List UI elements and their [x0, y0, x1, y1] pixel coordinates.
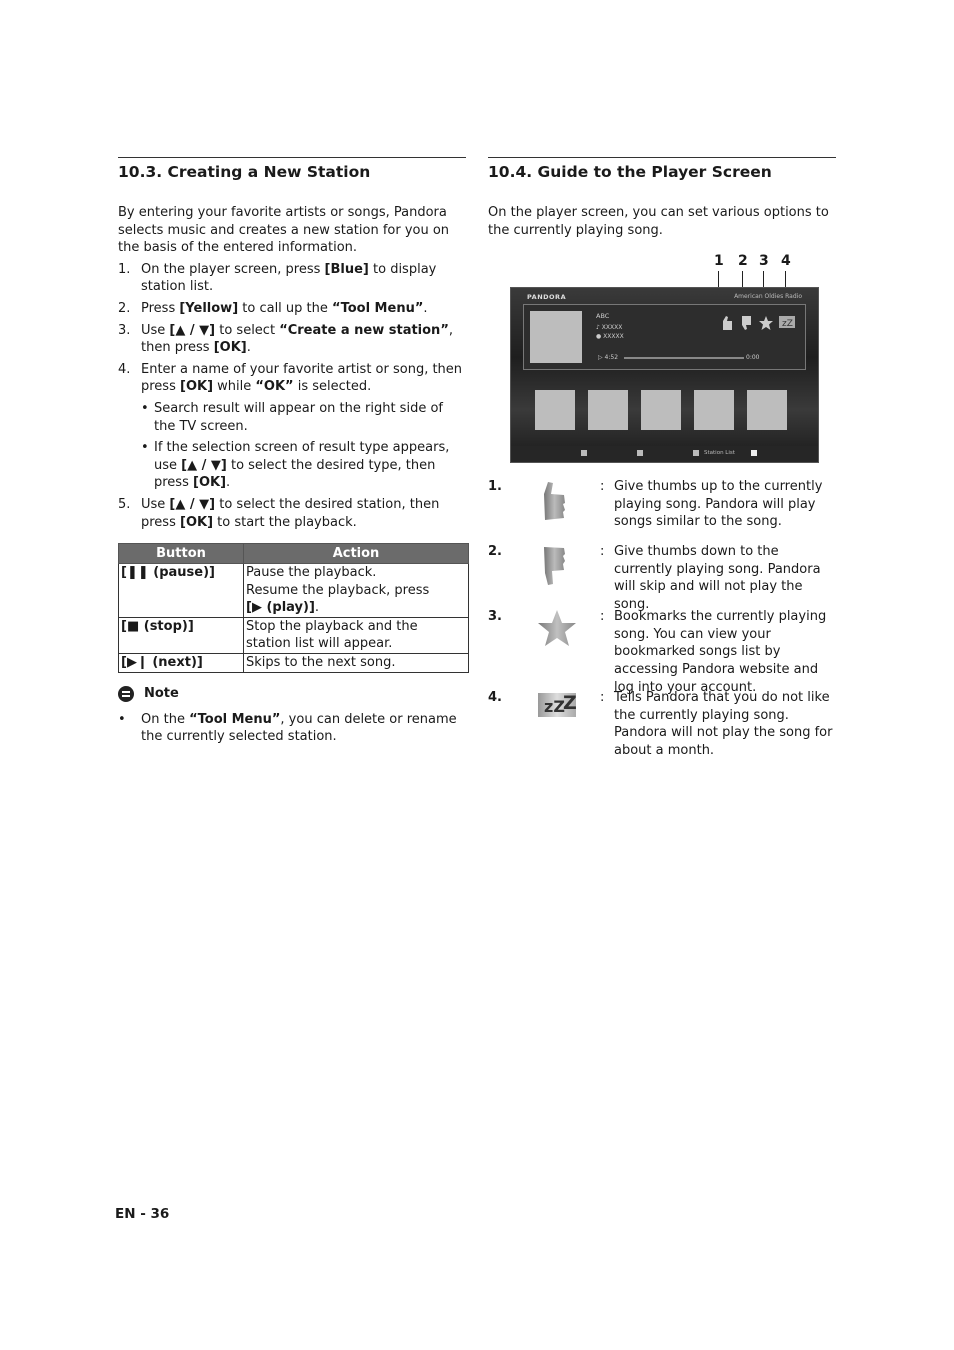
note-list	[118, 711, 466, 746]
section-intro: On the player screen, you can set various options to the currently playing song.	[488, 205, 829, 238]
album-art	[530, 311, 582, 363]
station-thumbnail[interactable]	[535, 390, 575, 430]
table-cell-button: [❚❚ (pause)]	[119, 564, 244, 618]
color-key-icon	[751, 450, 757, 456]
step-1: 1. On the player screen, press [Blue] to display station list.	[118, 261, 437, 295]
table-cell-button: [■ (stop)]	[119, 617, 244, 653]
step-4: 4. Enter a name of your favorite artist or song, then press [OK] while “OK” is selected. • Search result will appear on the right side of the TV screen. • If the selection screen of result type appears, use [▲ / ▼] to select the desired type, then press [OK].	[118, 361, 466, 492]
station-thumbnail[interactable]	[588, 390, 628, 430]
table-cell-action: Skips to the next song.	[244, 654, 469, 673]
station-thumbnail[interactable]	[747, 390, 787, 430]
step-4-sub-bullets	[141, 400, 466, 492]
table-header-row	[119, 544, 469, 564]
player-screen	[510, 287, 819, 463]
icon-descriptions	[488, 478, 836, 758]
note-heading: Note	[118, 685, 466, 703]
thumbs-up-icon	[536, 478, 572, 524]
player-screen-figure	[488, 253, 836, 468]
bookmark-star-icon[interactable]	[758, 315, 774, 331]
thumbs-down-icon	[536, 543, 572, 589]
button-action-table	[118, 543, 469, 673]
progress-bar	[624, 357, 744, 359]
list-item: 2. : Give thumbs down to the currently playing song. Pandora will skip and will not play the song.	[488, 544, 821, 612]
table-header: Button	[119, 544, 244, 564]
page-number: EN - 36	[115, 1206, 170, 1222]
artist-name: ♪ XXXXX	[596, 324, 623, 332]
section-rule	[488, 157, 836, 158]
section-heading: 10.4. Guide to the Player Screen	[488, 163, 772, 181]
section-player-screen-guide	[488, 157, 836, 758]
section-creating-new-station	[118, 157, 466, 746]
table-row	[119, 564, 469, 618]
station-thumbnails	[535, 390, 787, 430]
station-thumbnail[interactable]	[641, 390, 681, 430]
list-item: 1. : Give thumbs up to the currently playing song. Pandora will play songs similar to the song.	[488, 479, 823, 530]
station-name: American Oldies Radio	[734, 293, 802, 301]
sub-bullet: • If the selection screen of result type appears, use [▲ / ▼] to select the desired type, then press [OK].	[141, 439, 466, 492]
station-thumbnail[interactable]	[694, 390, 734, 430]
list-item: 3. : Bookmarks the currently playing song. You can view your bookmarked songs list by accessing Pandora website and log into your account.	[488, 609, 827, 695]
sub-bullet: • Search result will appear on the right side of the TV screen.	[141, 400, 466, 435]
now-playing-panel	[523, 304, 806, 370]
table-cell-action: Stop the playback and the station list will appear.	[244, 617, 469, 653]
sleep-zzz-icon	[536, 689, 578, 719]
svg-text:zZ: zZ	[782, 319, 793, 330]
color-key-icon	[693, 450, 699, 456]
table-header: Action	[244, 544, 469, 564]
section-heading: 10.3. Creating a New Station	[118, 163, 371, 181]
section-rule	[118, 157, 466, 158]
list-item: 4. zZ Z : Tells Pandora that you do not like the currently playing song. Pandora will not play the song for about a month.	[488, 690, 833, 758]
steps-list	[118, 261, 466, 531]
album-name: ● XXXXX	[596, 333, 624, 341]
table-cell-button: [▶❙ (next)]	[119, 654, 244, 673]
note-item: • On the “Tool Menu”, you can delete or rename the currently selected station.	[118, 711, 466, 746]
table-row	[119, 654, 469, 673]
time-total: 0:00	[746, 354, 760, 362]
table-cell-action: Pause the playback. Resume the playback, press [▶ (play)].	[244, 564, 469, 618]
sleep-zzz-icon[interactable]	[779, 315, 795, 329]
note-icon	[118, 686, 134, 702]
pandora-logo: PANDORA	[527, 293, 567, 302]
section-intro: By entering your favorite artists or songs, Pandora selects music and creates a new station for you on the basis of the entered information.	[118, 205, 450, 256]
callout-number: 1	[714, 253, 724, 270]
step-5: 5. Use [▲ / ▼] to select the desired station, then press [OK] to start the playback.	[118, 496, 440, 530]
callout-number: 3	[759, 253, 769, 270]
song-title: ABC	[596, 312, 610, 321]
svg-text:Z: Z	[563, 692, 577, 715]
thumbs-down-icon[interactable]	[739, 315, 753, 331]
step-2: 2. Press [Yellow] to call up the “Tool Menu”.	[118, 300, 428, 316]
time-elapsed: ▷ 4:52	[598, 354, 619, 362]
svg-text:zZ: zZ	[544, 697, 565, 717]
thumbs-up-icon[interactable]	[720, 315, 734, 331]
table-row	[119, 617, 469, 653]
player-footer	[511, 446, 818, 462]
color-key-icon	[581, 450, 587, 456]
callout-number: 2	[738, 253, 748, 270]
callout-number: 4	[781, 253, 791, 270]
color-key-icon	[637, 450, 643, 456]
station-list-label: Station List	[704, 450, 735, 457]
step-3: 3. Use [▲ / ▼] to select “Create a new station”, then press [OK].	[118, 322, 454, 356]
player-icons	[720, 315, 795, 331]
bookmark-star-icon	[536, 608, 578, 650]
